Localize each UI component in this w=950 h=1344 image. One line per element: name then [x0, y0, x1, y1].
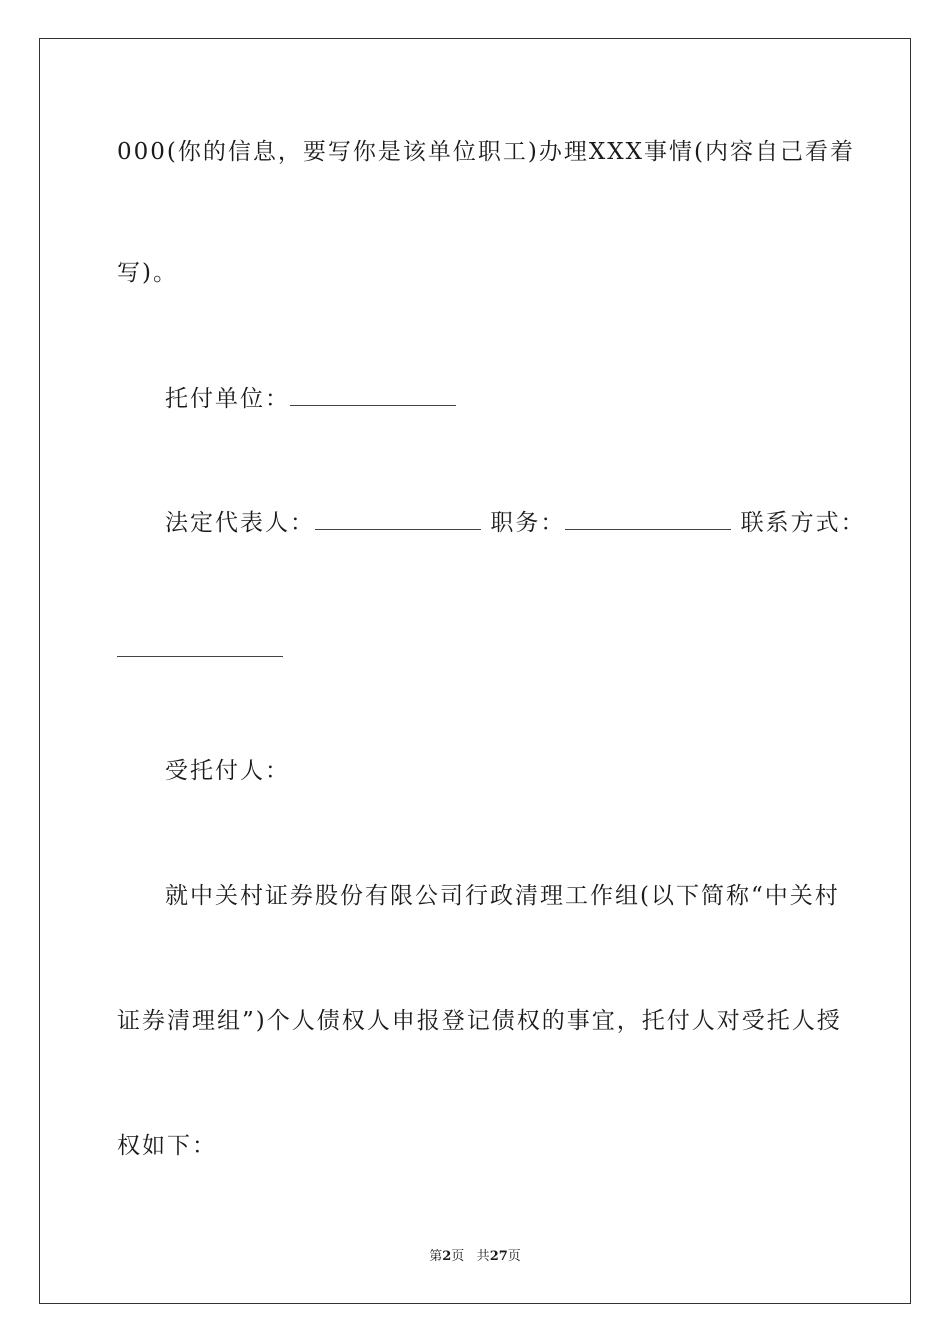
page-prefix: 第 [429, 1249, 443, 1264]
body-line-2: 写)。 [117, 260, 178, 286]
page-suffix: 页 [451, 1249, 465, 1264]
body-line-1: 000(你的信息，要写你是该单位职工)办理XXX事情(内容自己看着 [117, 139, 855, 165]
position-blank[interactable] [565, 511, 731, 530]
legal-rep-blank[interactable] [315, 511, 481, 530]
body-paragraph-line-2: 证券清理组”)个人债权人申报登记债权的事宜，托付人对受托人授 [117, 1008, 842, 1034]
trustee-label: 受托付人： [165, 758, 290, 784]
page-number: 2 [442, 1249, 452, 1264]
total-suffix: 页 [507, 1249, 521, 1264]
contact-blank[interactable] [117, 656, 283, 657]
total-pages: 27 [489, 1249, 508, 1264]
entrusting-unit-label: 托付单位： [165, 386, 290, 412]
page-frame [39, 38, 911, 1304]
legal-rep-line [165, 508, 866, 538]
entrusting-unit-blank[interactable] [290, 387, 456, 406]
body-paragraph-line-3: 权如下： [117, 1133, 217, 1159]
total-prefix: 共 [476, 1249, 490, 1264]
contact-label: 联系方式： [740, 510, 866, 536]
page-footer [0, 1248, 950, 1266]
legal-rep-label: 法定代表人： [165, 510, 315, 536]
entrusting-unit-line [165, 384, 456, 414]
position-label: 职务： [490, 510, 566, 536]
body-paragraph-line-1: 就中关村证券股份有限公司行政清理工作组(以下简称“中关村 [165, 883, 840, 909]
